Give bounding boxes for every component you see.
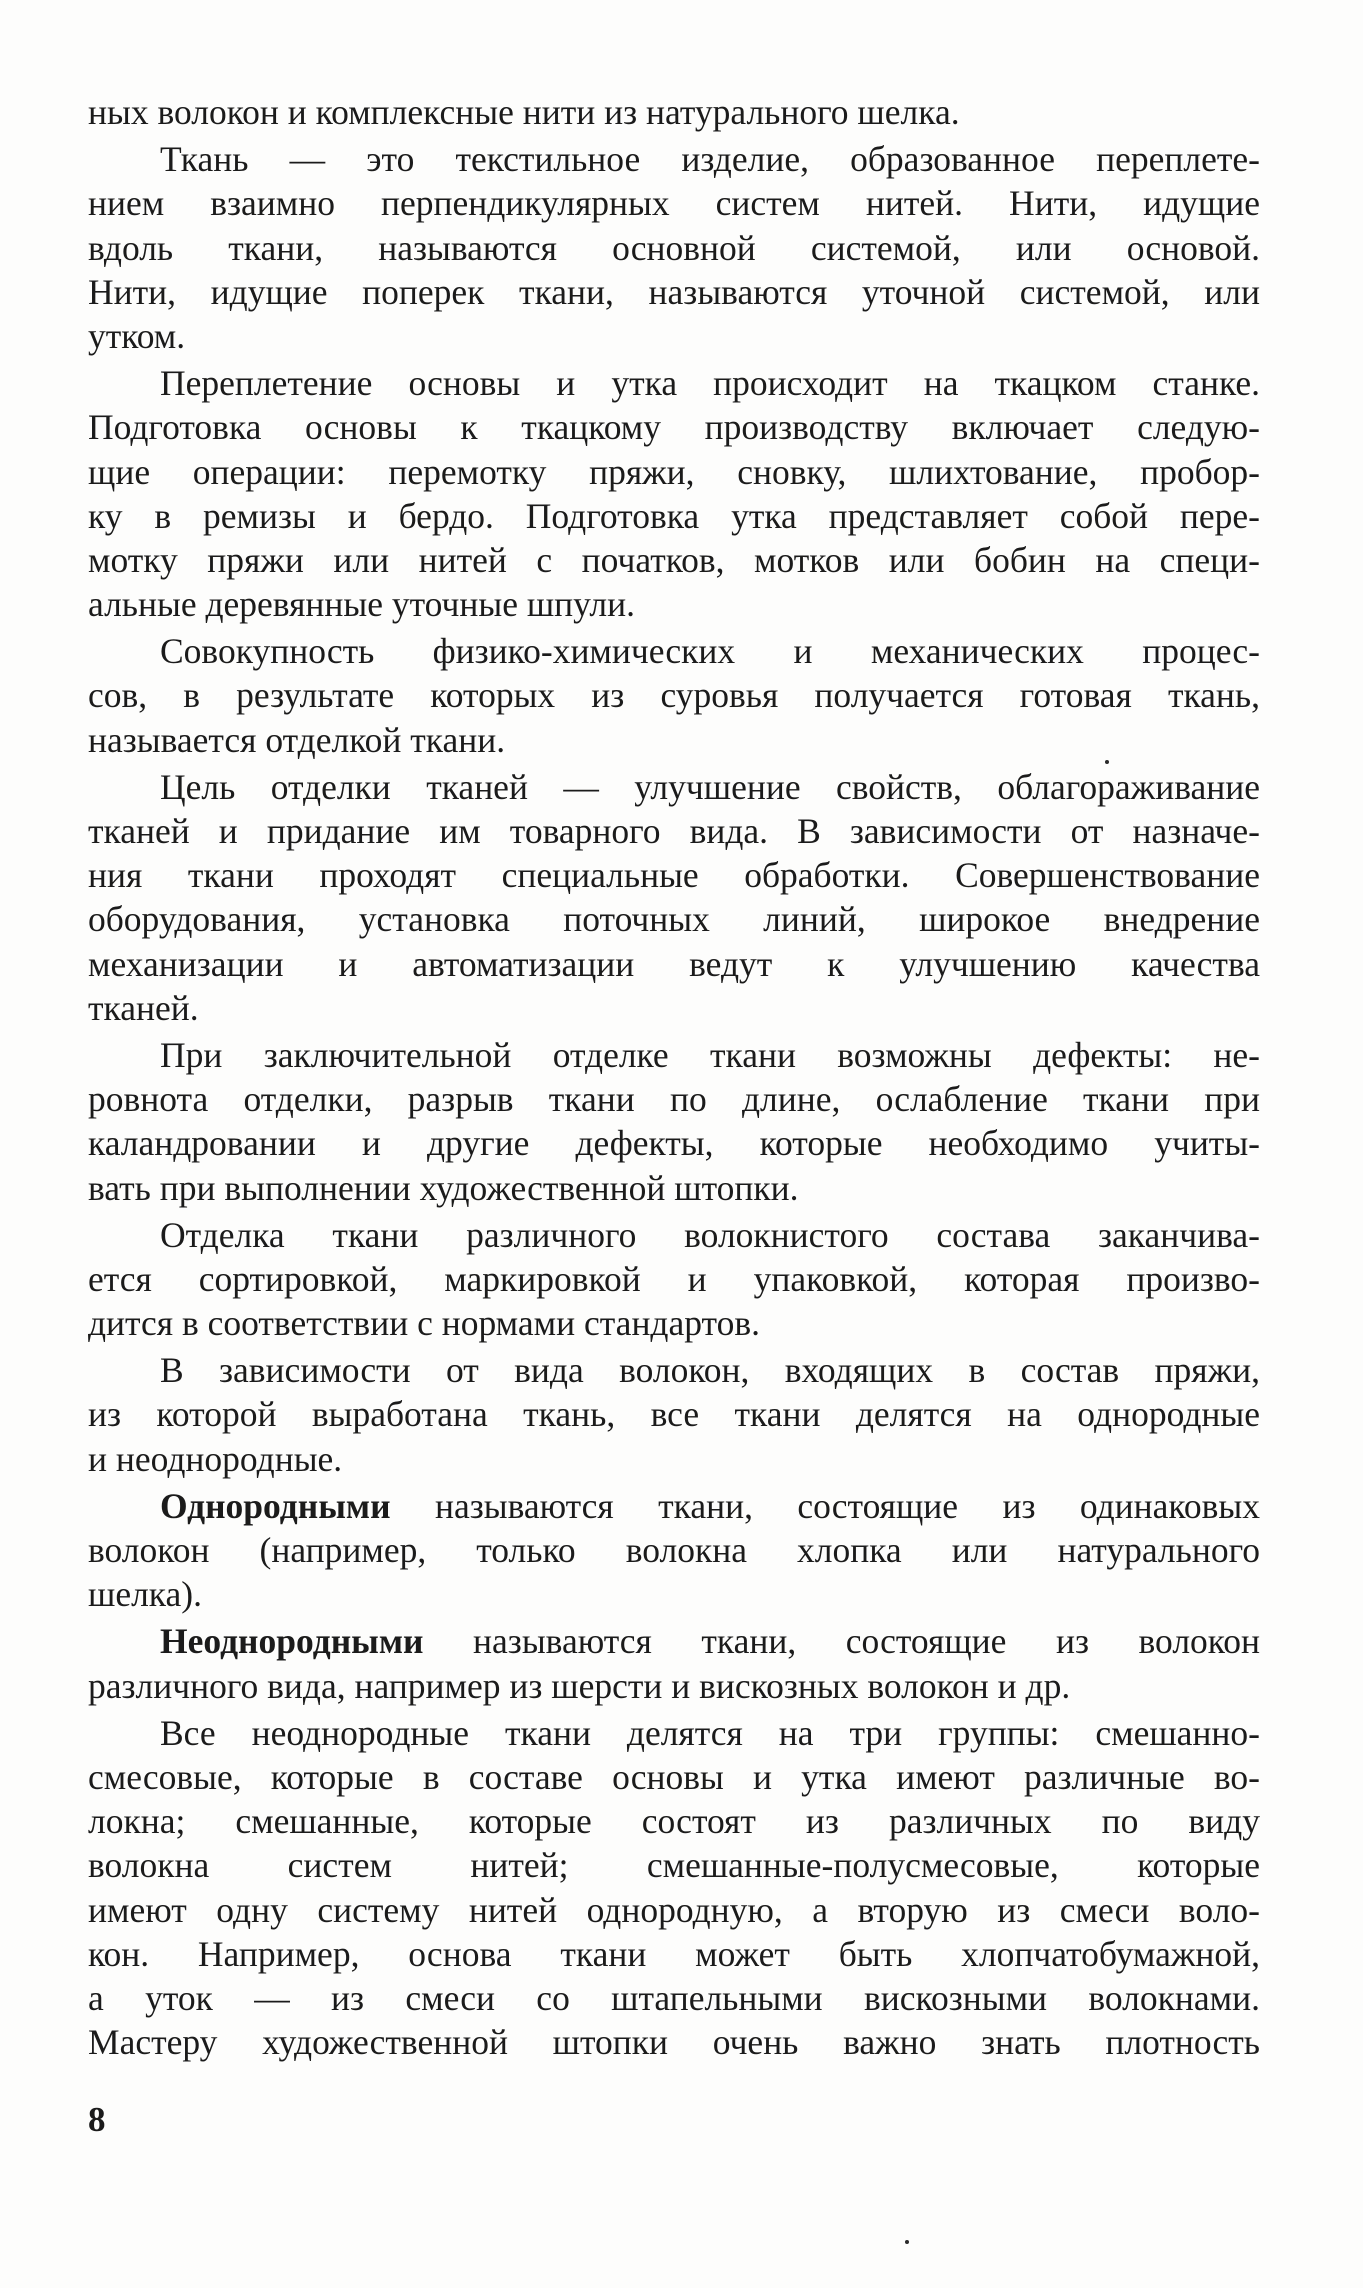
paragraph: [88, 1033, 1260, 1210]
text-line: Отделка ткани различного волокнистого состава заканчива-: [160, 1214, 1260, 1255]
text-line: и неоднородные.: [88, 1438, 343, 1479]
text-line: а уток — из смеси со штапельными вискозными волокнами.: [88, 1977, 1260, 2018]
text-line: тканей и придание им товарного вида. В зависимости от назначе-: [88, 811, 1260, 851]
defined-term: Однородными: [160, 1485, 391, 1526]
paragraph: [88, 137, 1260, 358]
paragraph: [88, 90, 1260, 134]
text-line: нием взаимно перпендикулярных систем нитей. Нити, идущие: [88, 183, 1260, 224]
text-line: Ткань — это текстильное изделие, образованное переплете-: [160, 139, 1260, 180]
text-line: из которой выработана ткань, все ткани делятся на однородные: [88, 1394, 1260, 1435]
text-line: кон. Например, основа ткани может быть хлопчатобумажной,: [88, 1933, 1260, 1974]
print-speck: [905, 2240, 909, 2244]
text-line: механизации и автоматизации ведут к улучшению качества: [88, 943, 1260, 984]
text-line: шелка).: [88, 1574, 202, 1615]
paragraph: [88, 1619, 1260, 1707]
defined-term: Неоднородными: [160, 1621, 424, 1662]
text-line: При заключительной отделке ткани возможны дефекты: не-: [160, 1034, 1260, 1075]
text-line: каландровании и другие дефекты, которые необходимо учиты-: [88, 1123, 1260, 1164]
line-text: называются ткани, состоящие из одинаковых: [390, 1485, 1260, 1526]
paragraph: [88, 361, 1260, 626]
text-line: ных волокон и комплексные нити из натурального шелка.: [88, 92, 960, 132]
paragraph: [88, 1484, 1260, 1617]
text-line: щие операции: перемотку пряжи, сновку, шлихтование, пробор-: [88, 451, 1260, 492]
text-line: вдоль ткани, называются основной системой, или основой.: [88, 227, 1260, 268]
text-line: ния ткани проходят специальные обработки. Совершенствование: [88, 855, 1260, 896]
text-line: называется отделкой ткани.: [88, 719, 506, 760]
body-text: [88, 90, 1260, 2064]
text-line: различного вида, например из шерсти и вискозных волокон и др.: [88, 1665, 1071, 1706]
text-line: волокон (например, только волокна хлопка или натурального: [88, 1530, 1260, 1570]
text-line: Мастеру художественной штопки очень важно знать плотность: [88, 2022, 1260, 2063]
paragraph: [88, 1348, 1260, 1481]
text-line: Нити, идущие поперек ткани, называются уточной системой, или: [88, 271, 1260, 312]
text-line: Подготовка основы к ткацкому производству включает следую-: [88, 407, 1260, 448]
text-line: локна; смешанные, которые состоят из различных по виду: [88, 1801, 1260, 1842]
text-line: ку в ремизы и бердо. Подготовка утка представляет собой пере-: [88, 495, 1260, 536]
text-line: имеют одну систему нитей однородную, а вторую из смеси воло-: [88, 1889, 1260, 1930]
text-line: вать при выполнении художественной штопки.: [88, 1167, 799, 1208]
text-line: [88, 1619, 1260, 1663]
text-line: ровнота отделки, разрыв ткани по длине, ослабление ткани при: [88, 1079, 1260, 1120]
print-speck: [1105, 760, 1109, 764]
text-line: дится в соответствии с нормами стандартов.: [88, 1303, 760, 1344]
text-line: смесовые, которые в составе основы и утка имеют различные во-: [88, 1756, 1260, 1797]
text-line: альные деревянные уточные шпули.: [88, 584, 635, 625]
line-text: называются ткани, состоящие из волокон: [423, 1621, 1260, 1662]
paragraph: [88, 1213, 1260, 1346]
text-line: [88, 1484, 1260, 1528]
text-line: мотку пряжи или нитей с початков, мотков или бобин на специ-: [88, 539, 1260, 580]
paragraph: [88, 629, 1260, 762]
text-line: утком.: [88, 315, 186, 356]
text-line: Совокупность физико-химических и механических процес-: [160, 631, 1260, 672]
text-line: Все неоднородные ткани делятся на три группы: смешанно-: [160, 1712, 1260, 1753]
text-line: тканей.: [88, 987, 199, 1028]
text-line: оборудования, установка поточных линий, широкое внедрение: [88, 899, 1260, 940]
page-number: 8: [88, 2100, 106, 2139]
paragraph: [88, 765, 1260, 1030]
text-line: волокна систем нитей; смешанные-полусмесовые, которые: [88, 1845, 1260, 1886]
paragraph: [88, 1711, 1260, 2065]
text-line: сов, в результате которых из суровья получается готовая ткань,: [88, 675, 1260, 716]
text-line: Цель отделки тканей — улучшение свойств, облагораживание: [160, 766, 1260, 807]
text-line: Переплетение основы и утка происходит на ткацком станке.: [160, 363, 1260, 404]
text-line: В зависимости от вида волокон, входящих в состав пряжи,: [160, 1350, 1260, 1391]
text-line: ется сортировкой, маркировкой и упаковкой, которая произво-: [88, 1258, 1260, 1299]
